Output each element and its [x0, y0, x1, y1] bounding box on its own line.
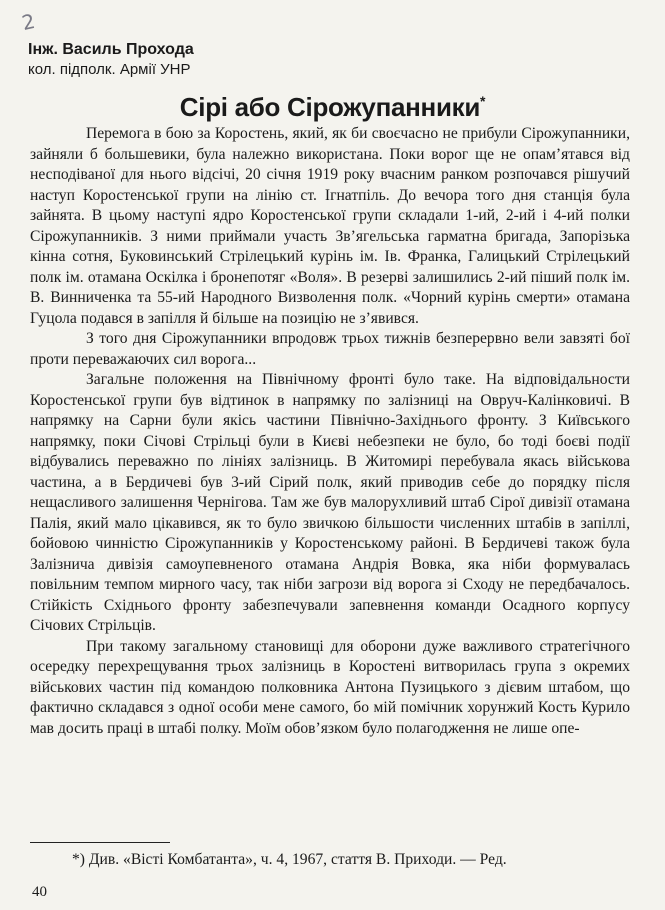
page-number: 40	[32, 884, 47, 900]
paragraph: З того дня Сірожупанники впродовж трьох тижнів безперервно вели завзяті бої проти переважаючих сил ворога...	[30, 330, 630, 368]
footnote: *) Див. «Вісті Комбатанта», ч. 4, 1967, стаття В. Приходи. — Ред.	[72, 851, 507, 868]
author-rank: кол. підполк. Армії УНР	[28, 61, 191, 78]
article-title	[0, 86, 665, 122]
paragraph: Загальне положення на Північному фронті було таке. На відповідальности Коростенської групи був відтинок в напрямку по залізниці на Овруч-Калінковичі. В напрямку на Сарни були якісь частини Північно-Західнього фронту. З Київського напрямку, поки Січові Стрільці були в Києві небезпеки не було, бо тоді боєві події відбувались переважно по лініях залізниць. В Житомирі перебувала якась військова частина, а в Бердичеві був 3-ий Сірий полк, який приводив себе до порядку після нещасливого залишення Чернігова. Там же був малорухливий штаб Сірої дивізії отамана Палія, який мало цікавився, як то було звичкою більшости численних штабів в запіллі, бойовою чинністю Сірожупанників у Коростенському районі. В Бердичеві також була Залізнича дивізія самоупевненого отамана Андрія Вовка, яка ніби формувалась повільним темпом мирного часу, так ніби загрози від ворога зі Сходу не передбачалось. Стійкість Східнього фронту забезпечували запевнення команди Осадного корпусу Січових Стрільців.	[30, 371, 630, 634]
paragraph: При такому загальному становищі для оборони дуже важливого стратегічного осередку перехрещування трьох залізниць в Коростені витворилась група з окремих військових частин під командою полковника Антона Пузицького з дієвим штабом, що фактично складався з одної особи мене самого, бо мій помічник хорунжий Кость Курило мав досить праці в штабі полку. Моїм обов’язком було полагодження не лише опе-	[30, 637, 630, 737]
handwritten-page-mark: 2	[19, 8, 38, 36]
article-body	[30, 124, 630, 739]
author-name: Інж. Василь Прохода	[28, 41, 194, 58]
footnote-divider	[30, 842, 170, 843]
paragraph: Перемога в бою за Коростень, який, як би своєчасно не прибули Сірожупанники, зайняли б большевики, була належно використана. Поки ворог ще не опам’ятався від несподіваної для нього відсічі, 20 січня 1919 року вчасним ранком розпочався рішучий наступ Коростенської групи на лінію ст. Ігнатпіль. До вечора того дня станція була зайнята. В цьому наступі ядро Коростенської групи складали 1-ий, 2-ий і 4-ий полки Сірожупанників. З ними приймали участь Зв’ягельська гарматна бригада, Запорізька кінна сотня, Буковинський Стрілецький курінь ім. Ів. Франка, Галицький Стрілецький полк ім. отамана Оскілка і бронепотяг «Воля». В резерві залишились 2-ий піший полк ім. В. Винниченка та 55-ий Народного Визволення полк. «Чорний курінь смерти» отамана Гуцола подався в запілля й більше на позицію не з’явився.	[30, 125, 630, 327]
article-title-text: Сірі або Сірожупанники	[179, 92, 481, 122]
title-footnote-marker: *	[480, 93, 486, 109]
